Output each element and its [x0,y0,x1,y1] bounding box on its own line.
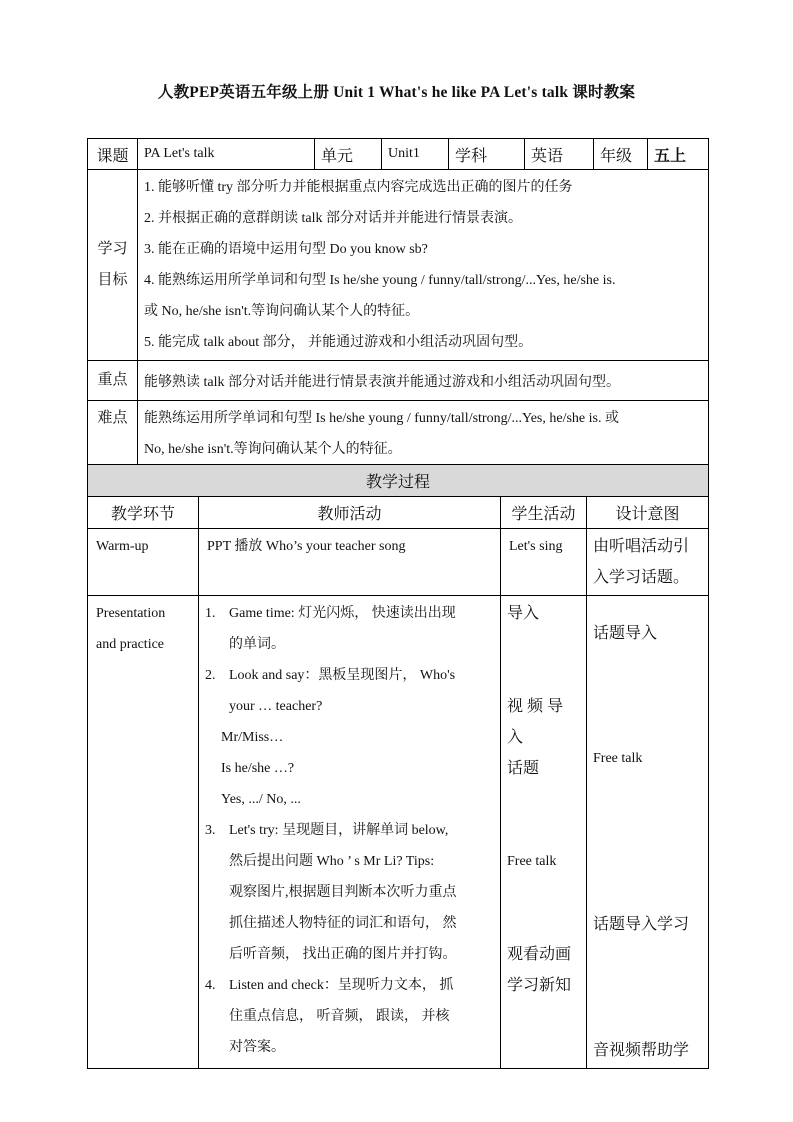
step-line: 的单词。 [229,637,285,652]
dialog-line: Mr/Miss… [221,730,284,745]
lesson-info-table [87,138,709,468]
student-activity: 话题 [507,760,540,777]
goal-line: 5. 能完成 talk about 部分， 并能通过游戏和小组活动巩固句型。 [144,335,533,350]
intent-item: 话题导入 [593,625,658,642]
header-teacher: 教师活动 [199,497,501,529]
teacher-step [205,970,494,1063]
unit-label: 单元 [315,139,382,170]
intent-item: Free talk [593,751,643,766]
goals-label-line: 学习 [97,241,128,257]
page-title: 人教PEP英语五年级上册 Unit 1 What's he like PA Let's talk 课时教案 [157,84,636,101]
teacher-step [205,660,494,722]
step-number: 2. [205,668,216,683]
step-line: Listen and check：呈现听力文本， 抓 [229,978,454,993]
subject-value: 英语 [525,139,594,170]
header-intent: 设计意图 [587,497,709,529]
goals-cell [138,170,709,361]
goal-line: 3. 能在正确的语境中运用句型 Do you know sb? [144,242,428,257]
goal-line: 4. 能熟练运用所学单词和句型 Is he/she young / funny/tall/strong/...Yes, he/she is. [144,273,616,288]
student-activity: 学习新知 [507,977,572,994]
subject-label: 学科 [449,139,525,170]
header-stage: 教学环节 [88,497,199,529]
goal-line: 或 No, he/she isn't.等询问确认某个人的特征。 [144,304,420,319]
topic-value: PA Let's talk [138,139,315,170]
warmup-intent-line: 入学习话题。 [593,569,690,586]
step-line: 观察图片,根据题目判断本次听力重点 [229,885,457,900]
goals-label [88,170,138,361]
difficulty-line: No, he/she isn't.等询问确认某个人的特征。 [144,442,402,457]
step-number: 3. [205,823,216,838]
intent-item: 话题导入学习 [593,916,690,933]
dialog-line: Is he/she …? [221,761,295,776]
student-activity: Free talk [507,854,557,869]
step-line: 后听音频， 找出正确的图片并打钩。 [229,947,457,962]
presentation-teacher [199,596,501,1069]
presentation-intent [587,596,709,1069]
teaching-process-table [87,464,709,1069]
difficulty-line: 能熟练运用所学单词和句型 Is he/she young / funny/tall/strong/...Yes, he/she is. 或 [144,411,619,426]
presentation-stage [88,596,199,1069]
key-value: 能够熟读 talk 部分对话并能进行情景表演并能通过游戏和小组活动巩固句型。 [138,361,709,401]
dialog-line: Yes, .../ No, ... [221,792,301,807]
warmup-stage: Warm-up [88,529,199,596]
step-line: Look and say：黑板呈现图片， Who's [229,668,456,683]
difficulty-label: 难点 [88,401,138,468]
step-number: 4. [205,978,216,993]
presentation-stage-line: Presentation [96,606,166,621]
key-label: 重点 [88,361,138,401]
grade-value: 五上 [648,139,709,170]
presentation-student [501,596,587,1069]
step-line: 然后提出问题 Who ’ s Mr Li? Tips: [229,854,435,869]
warmup-student: Let's sing [501,529,587,596]
step-line: 抓住描述人物特征的词汇和语句， 然 [229,916,457,931]
student-activity: 导入 [507,605,540,622]
topic-label: 课题 [88,139,138,170]
student-activity: 观看动画 [507,946,572,963]
process-section-title: 教学过程 [88,465,709,497]
step-number: 1. [205,606,216,621]
grade-label: 年级 [594,139,648,170]
difficulty-cell [138,401,709,468]
teacher-step [205,598,494,660]
intent-item: 音视频帮助学 [593,1042,690,1059]
warmup-intent-line: 由听唱活动引 [593,538,690,555]
presentation-stage-line: and practice [96,637,165,652]
teacher-step [205,815,494,970]
goal-line: 1. 能够听懂 try 部分听力并能根据重点内容完成选出正确的图片的任务 [144,180,573,195]
step-line: Game time: 灯光闪烁， 快速读出出现 [229,606,456,621]
warmup-teacher: PPT 播放 Who’s your teacher song [199,529,501,596]
step-line: 对答案。 [229,1040,285,1055]
step-line: Let's try: 呈现题目，讲解单词 below, [229,823,449,838]
step-line: 住重点信息， 听音频， 跟读， 并核 [229,1009,450,1024]
unit-value: Unit1 [382,139,449,170]
step-line: your … teacher? [229,699,323,714]
goal-line: 2. 并根据正确的意群朗读 talk 部分对话并并能进行情景表演。 [144,211,522,226]
teacher-dialog [205,722,494,815]
header-student: 学生活动 [501,497,587,529]
goals-label-line: 目标 [97,272,128,288]
warmup-intent [587,529,709,596]
student-activity: 视 频 导 入 [507,698,564,746]
